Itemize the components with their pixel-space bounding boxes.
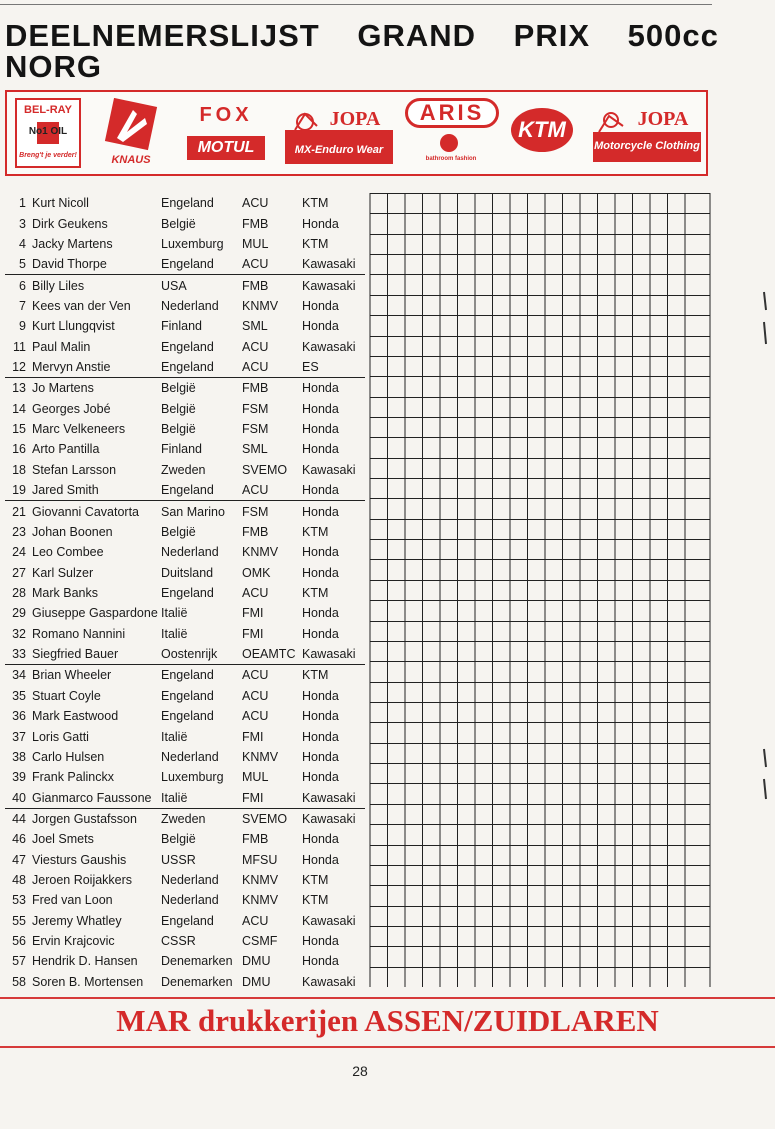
rider-federation: FSM [242, 504, 269, 519]
rider-row [5, 829, 365, 849]
rider-number: 47 [12, 852, 26, 867]
rider-make: Honda [302, 709, 339, 724]
rider-federation: SVEMO [242, 462, 288, 477]
rider-country: België [161, 401, 196, 416]
rider-name: Billy Liles [32, 278, 85, 293]
rider-make: KTM [302, 586, 329, 600]
rider-country: Nederland [161, 749, 219, 764]
rider-number: 1 [19, 196, 26, 211]
rider-country: Italië [161, 626, 188, 641]
rider-make: Honda [302, 626, 339, 641]
rider-name: Viesturs Gaushis [32, 852, 127, 867]
rider-country: België [161, 381, 196, 396]
rider-country: Zweden [161, 462, 206, 477]
rider-number: 57 [12, 954, 26, 969]
rider-name: Georges Jobé [32, 401, 111, 416]
rider-number: 16 [12, 442, 26, 457]
rider-list [5, 193, 365, 992]
rider-name: Giuseppe Gaspardone [32, 606, 158, 621]
rider-make: Honda [302, 688, 339, 703]
ktm-name: KTM [518, 117, 566, 142]
rider-country: Nederland [161, 893, 219, 908]
rider-row [5, 808, 365, 829]
rider-country: Engeland [161, 709, 214, 724]
rider-make: Kawasaki [302, 644, 365, 665]
rider-number: 29 [12, 606, 26, 621]
rider-row [5, 686, 365, 706]
rider-row [5, 644, 365, 665]
title-word: DEELNEMERSLIJST [5, 18, 320, 53]
rider-number: 23 [12, 524, 26, 539]
score-grid [368, 193, 712, 987]
sponsor-banner [5, 90, 708, 176]
rider-name: Karl Sulzer [32, 565, 94, 580]
jopa-clothing-tag: Motorcycle Clothing [594, 140, 700, 152]
rider-number: 35 [12, 688, 26, 703]
rider-federation: KNMV [242, 298, 279, 313]
rider-name: Kurt Llungqvist [32, 319, 115, 334]
rider-number: 6 [19, 278, 26, 293]
fox-name: FOX [199, 104, 253, 126]
rider-make: Honda [302, 422, 339, 437]
rider-country: Nederland [161, 873, 219, 888]
page-title [5, 20, 719, 82]
rider-row [5, 972, 365, 992]
rider-name: Joel Smets [32, 832, 94, 847]
rider-row [5, 665, 365, 686]
aris-name: ARIS [419, 100, 485, 125]
rider-federation: ACU [242, 480, 302, 501]
rider-federation: ACU [242, 688, 269, 703]
rider-country: CSSR [161, 934, 196, 949]
rider-number: 38 [12, 749, 26, 764]
rider-number: 40 [5, 787, 32, 808]
title-location: NORG [5, 49, 102, 84]
rider-row [5, 296, 365, 316]
rider-make: Honda [302, 749, 339, 764]
rider-name: Mervyn Anstie [32, 357, 161, 378]
rider-row [5, 706, 365, 726]
rider-country: USSR [161, 852, 196, 867]
rider-make: Honda [302, 770, 339, 785]
rider-number: 4 [19, 236, 26, 251]
rider-make: Honda [302, 832, 339, 847]
rider-federation: SVEMO [242, 811, 288, 826]
rider-row [5, 337, 365, 357]
rider-federation: FMB [242, 381, 269, 396]
rider-number: 15 [12, 422, 26, 437]
rider-federation: ACU [242, 357, 302, 378]
fox-motul-logo [183, 104, 269, 166]
rider-country: Nederland [161, 545, 219, 560]
rider-number: 14 [12, 401, 26, 416]
rider-country: Engeland [161, 668, 214, 683]
rider-name: Marc Velkeneers [32, 422, 126, 437]
rider-country: Oostenrijk [161, 644, 242, 665]
belray-name: BEL-RAY [24, 104, 72, 116]
rider-name: Stefan Larsson [32, 462, 117, 477]
rider-name: Romano Nannini [32, 626, 126, 641]
rider-row [5, 624, 365, 644]
rider-name: Jorgen Gustafsson [32, 811, 137, 826]
rider-number: 53 [12, 893, 26, 908]
rider-make: Honda [302, 545, 339, 560]
jopa-mx-name: JOPA [329, 108, 381, 130]
rider-federation: KNMV [242, 893, 279, 908]
rider-number: 13 [12, 381, 26, 396]
rider-country: Italië [161, 787, 242, 808]
rider-federation: SML [242, 442, 268, 457]
rider-name: Mark Eastwood [32, 709, 119, 724]
rider-row [5, 747, 365, 767]
rider-row [5, 357, 365, 378]
ktm-logo [511, 108, 575, 152]
rider-row [5, 460, 365, 480]
rider-make: Honda [302, 401, 339, 416]
title-word: 500cc [627, 18, 719, 53]
rider-make: Kawasaki [302, 254, 365, 275]
rider-make: Honda [302, 729, 339, 744]
rider-number: 27 [12, 565, 26, 580]
rider-make: KTM [302, 236, 329, 251]
rider-row [5, 399, 365, 419]
jopa-clothing-logo [591, 104, 703, 166]
rider-federation: MUL [242, 770, 269, 785]
belray-slogan: Breng't je verder! [19, 152, 77, 159]
rider-row [5, 603, 365, 623]
rider-country: Italië [161, 606, 188, 621]
motul-name: MOTUL [197, 139, 255, 156]
rider-row [5, 787, 365, 808]
rider-country: Denemarken [161, 974, 233, 989]
rider-number: 34 [12, 668, 26, 683]
rider-country: Engeland [161, 913, 214, 928]
rider-make: Honda [302, 606, 339, 621]
rider-country: USA [161, 278, 187, 293]
rider-country: Finland [161, 442, 202, 457]
rider-name: David Thorpe [32, 254, 161, 275]
rider-federation: MUL [242, 236, 269, 251]
rider-federation: KNMV [242, 749, 279, 764]
rider-row [5, 870, 365, 890]
rider-number: 5 [5, 254, 32, 275]
rider-make: Kawasaki [302, 462, 356, 477]
margin-mark [760, 745, 770, 805]
rider-country: België [161, 832, 196, 847]
rider-country: Engeland [161, 480, 242, 501]
rider-federation: FMI [242, 626, 264, 641]
rider-make: Honda [302, 381, 339, 396]
rider-federation: CSMF [242, 934, 278, 949]
rider-country: Italië [161, 729, 188, 744]
rider-name: Gianmarco Faussone [32, 787, 161, 808]
rider-row [5, 931, 365, 951]
rider-number: 33 [5, 644, 32, 665]
title-word: PRIX [513, 18, 590, 53]
rider-country: België [161, 216, 196, 231]
rider-number: 19 [5, 480, 32, 501]
rider-name: Kurt Nicoll [32, 196, 89, 211]
rider-number: 7 [19, 298, 26, 313]
belray-badge: No1 OIL [28, 126, 68, 137]
rider-number: 36 [12, 709, 26, 724]
rider-name: Soren B. Mortensen [32, 974, 144, 989]
rider-name: Giovanni Cavatorta [32, 504, 140, 519]
rider-name: Johan Boonen [32, 524, 113, 539]
rider-name: Jo Martens [32, 381, 94, 396]
rider-make: Honda [302, 934, 339, 949]
rider-federation: FMI [242, 606, 264, 621]
rider-country: België [161, 422, 196, 437]
rider-federation: ACU [242, 196, 269, 211]
rider-make: Honda [302, 216, 339, 231]
rider-make: KTM [302, 196, 329, 211]
rider-name: Carlo Hulsen [32, 749, 105, 764]
rider-country: Finland [161, 319, 202, 334]
rider-number: 46 [12, 832, 26, 847]
rider-name: Paul Malin [32, 339, 91, 354]
rider-name: Frank Palinckx [32, 770, 114, 785]
rider-row [5, 501, 365, 522]
rider-make: Kawasaki [302, 787, 365, 808]
rider-row [5, 726, 365, 746]
rider-federation: FMI [242, 787, 302, 808]
rider-make: Kawasaki [302, 974, 356, 989]
rider-row [5, 767, 365, 787]
rider-number: 18 [12, 462, 26, 477]
rider-federation: OMK [242, 565, 271, 580]
rider-federation: KNMV [242, 545, 279, 560]
rider-country: Engeland [161, 196, 214, 211]
page-number: 28 [352, 1063, 368, 1079]
rider-number: 3 [19, 216, 26, 231]
rider-make: Kawasaki [302, 278, 356, 293]
rider-make: Kawasaki [302, 913, 356, 928]
rider-country: Engeland [161, 688, 214, 703]
rider-row [5, 850, 365, 870]
aris-logo [403, 98, 503, 170]
rider-country: Duitsland [161, 565, 214, 580]
rider-number: 32 [12, 626, 26, 641]
rider-make: Honda [302, 852, 339, 867]
rider-country: Engeland [161, 339, 214, 354]
rider-make: Kawasaki [302, 811, 356, 826]
rider-country: Engeland [161, 586, 214, 600]
rider-row [5, 562, 365, 582]
rider-row [5, 480, 365, 501]
rider-country: Luxemburg [161, 236, 224, 251]
rider-federation: ACU [242, 668, 269, 683]
rider-number: 44 [12, 811, 26, 826]
rider-federation: OEAMTC [242, 644, 302, 665]
rider-name: Leo Combee [32, 545, 104, 560]
rider-country: Engeland [161, 357, 242, 378]
rider-name: Ervin Krajcovic [32, 934, 115, 949]
rider-country: Nederland [161, 298, 219, 313]
rider-federation: FMB [242, 216, 269, 231]
rider-make: Kawasaki [302, 339, 356, 354]
rider-name: Jacky Martens [32, 236, 113, 251]
knaus-logo [103, 98, 159, 168]
rider-federation: KNMV [242, 873, 279, 888]
rider-federation: DMU [242, 974, 271, 989]
rider-make: Honda [302, 565, 339, 580]
rider-name: Fred van Loon [32, 893, 113, 908]
rider-country: België [161, 524, 196, 539]
rider-number: 21 [12, 504, 26, 519]
rider-number: 12 [5, 357, 32, 378]
rider-federation: FSM [242, 422, 269, 437]
rider-number: 39 [12, 770, 26, 785]
rider-name: Hendrik D. Hansen [32, 954, 138, 969]
rider-make: Honda [302, 319, 339, 334]
rider-row [5, 419, 365, 439]
rider-name: Brian Wheeler [32, 668, 112, 683]
rider-make: KTM [302, 893, 329, 908]
knaus-name: KNAUS [111, 154, 151, 166]
rider-federation: ACU [242, 913, 269, 928]
rider-name: Stuart Coyle [32, 688, 101, 703]
rider-number: 9 [19, 319, 26, 334]
rider-federation: ACU [242, 339, 269, 354]
rider-country: San Marino [161, 504, 225, 519]
rider-number: 48 [12, 873, 26, 888]
rider-country: Zweden [161, 811, 206, 826]
top-rule [0, 4, 712, 5]
rider-federation: ACU [242, 709, 269, 724]
rider-row [5, 583, 365, 603]
rider-row [5, 213, 365, 233]
margin-mark [760, 290, 770, 350]
rider-country: Luxemburg [161, 770, 224, 785]
rider-row [5, 275, 365, 296]
jopa-mx-logo [283, 104, 395, 166]
aris-sub: bathroom fashion [425, 156, 477, 162]
rider-number: 58 [12, 974, 26, 989]
rider-make: Honda [302, 954, 339, 969]
rider-name: Arto Pantilla [32, 442, 100, 457]
rider-make: KTM [302, 524, 329, 539]
rider-make: ES [302, 357, 365, 378]
rider-row [5, 254, 365, 275]
rider-row [5, 378, 365, 399]
rider-row [5, 439, 365, 459]
rider-federation: FMI [242, 729, 264, 744]
belray-logo [15, 98, 81, 168]
rider-federation: FMB [242, 524, 269, 539]
rider-make: Honda [302, 442, 339, 457]
rider-number: 24 [12, 545, 26, 560]
rider-row [5, 193, 365, 213]
rider-federation: FSM [242, 401, 269, 416]
rider-make: KTM [302, 668, 329, 683]
rider-number: 37 [12, 729, 26, 744]
footer-top-rule [0, 997, 775, 999]
jopa-mx-tag: MX-Enduro Wear [294, 144, 384, 156]
rider-name: Dirk Geukens [32, 216, 108, 231]
rider-federation: MFSU [242, 852, 278, 867]
rider-name: Jeremy Whatley [32, 913, 122, 928]
rider-federation: SML [242, 319, 268, 334]
rider-country: Engeland [161, 254, 242, 275]
rider-country: Denemarken [161, 954, 233, 969]
rider-make: Honda [302, 298, 339, 313]
rider-name: Mark Banks [32, 586, 98, 600]
rider-row [5, 890, 365, 910]
rider-make: Honda [302, 480, 365, 501]
rider-name: Jeroen Roijakkers [32, 873, 133, 888]
rider-federation: ACU [242, 586, 269, 600]
rider-number: 56 [12, 934, 26, 949]
rider-federation: ACU [242, 254, 302, 275]
rider-federation: FMB [242, 832, 269, 847]
rider-row [5, 911, 365, 931]
rider-row [5, 522, 365, 542]
rider-federation: FMB [242, 278, 269, 293]
jopa-clothing-name: JOPA [637, 108, 689, 130]
rider-make: Honda [302, 504, 339, 519]
rider-row [5, 542, 365, 562]
rider-name: Siegfried Bauer [32, 644, 161, 665]
rider-federation: DMU [242, 954, 271, 969]
rider-name: Kees van der Ven [32, 298, 131, 313]
rider-name: Jared Smith [32, 480, 161, 501]
printer-credit: MAR drukkerijen ASSEN/ZUIDLAREN [116, 1003, 659, 1038]
rider-number: 11 [13, 339, 26, 354]
rider-number: 55 [12, 913, 26, 928]
rider-row [5, 951, 365, 971]
rider-name: Loris Gatti [32, 729, 89, 744]
rider-make: KTM [302, 873, 329, 888]
footer-bottom-rule [0, 1046, 775, 1048]
rider-row [5, 234, 365, 254]
rider-row [5, 316, 365, 336]
title-word: GRAND [357, 18, 477, 53]
rider-number: 28 [12, 586, 26, 600]
